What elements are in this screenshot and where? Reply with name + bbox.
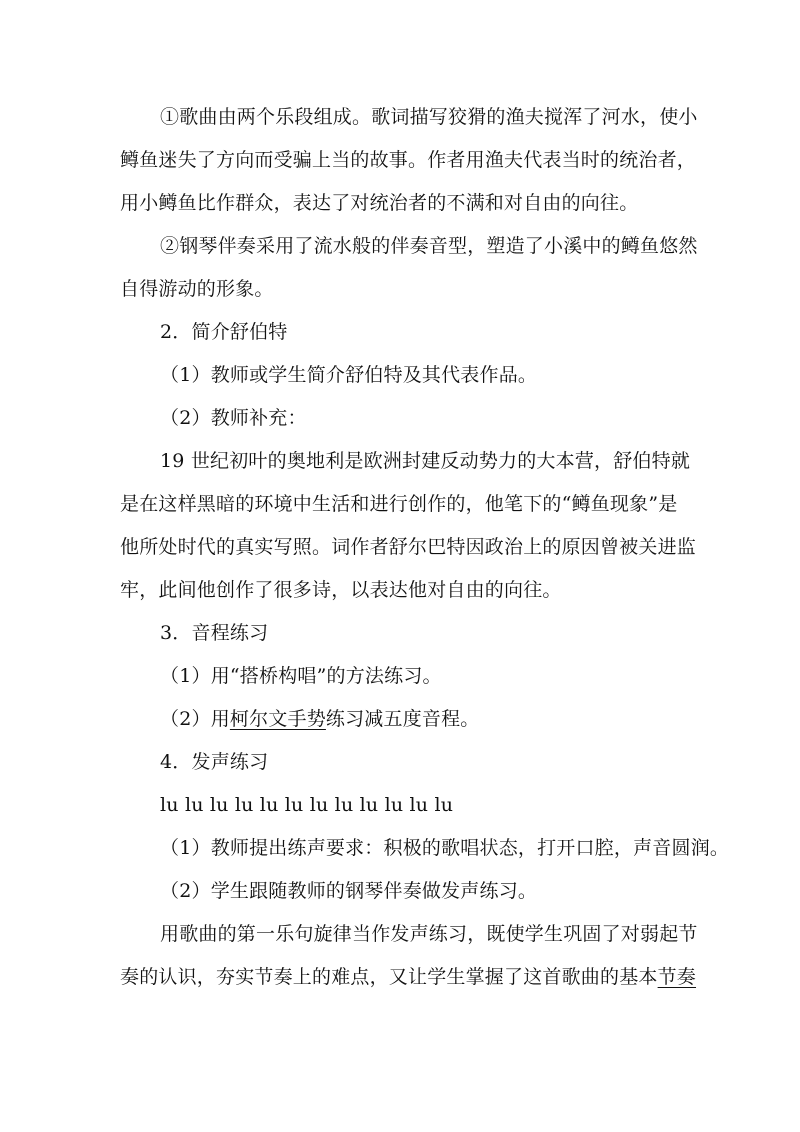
text-run: 奏的认识，夯实节奏上的难点，又让学生掌握了这首歌曲的基本 <box>120 966 658 988</box>
section-heading: 3．音程练习 <box>160 622 269 644</box>
text-run: （2）用 <box>160 708 230 730</box>
section-heading: 2．简介舒伯特 <box>160 321 288 343</box>
paragraph-line: 用小鳟鱼比作群众，表达了对统治者的不满和对自由的向往。 <box>120 192 639 214</box>
paragraph-line: 用歌曲的第一乐句旋律当作发声练习，既使学生巩固了对弱起节 <box>160 923 698 945</box>
vocal-syllables: lu lu lu lu lu lu lu lu lu lu lu lu <box>160 794 454 816</box>
section-heading: 4．发声练习 <box>160 751 269 773</box>
paragraph-line: 自得游动的形象。 <box>120 278 274 300</box>
list-item <box>160 706 480 732</box>
paragraph-line: 牢，此间他创作了很多诗，以表达他对自由的向往。 <box>120 579 562 601</box>
paragraph-line: ②钢琴伴奏采用了流水般的伴奏音型，塑造了小溪中的鳟鱼悠然 <box>160 235 698 257</box>
paragraph-line: 19 世纪初叶的奥地利是欧洲封建反动势力的大本营，舒伯特就 <box>160 450 691 472</box>
paragraph-line: 鳟鱼迷失了方向而受骗上当的故事。作者用渔夫代表当时的统治者， <box>120 149 697 171</box>
underlined-term-link[interactable]: 柯尔文手势 <box>229 708 326 730</box>
list-item: （1）用“搭桥构唱”的方法练习。 <box>160 665 442 687</box>
paragraph-line: 他所处时代的真实写照。词作者舒尔巴特因政治上的原因曾被关进监 <box>120 536 697 558</box>
paragraph-line: 是在这样黑暗的环境中生活和进行创作的，他笔下的“鳟鱼现象”是 <box>120 493 678 515</box>
underlined-term-link[interactable]: 节奏 <box>657 966 697 988</box>
list-item: （2）教师补充： <box>160 407 307 429</box>
text-run: 练习减五度音程。 <box>325 708 480 730</box>
paragraph-line <box>120 964 696 990</box>
list-item: （1）教师或学生简介舒伯特及其代表作品。 <box>160 364 538 386</box>
list-item: （1）教师提出练声要求：积极的歌唱状态，打开口腔，声音圆润。 <box>160 837 730 859</box>
list-item: （2）学生跟随教师的钢琴伴奏做发声练习。 <box>160 880 538 902</box>
paragraph-line: ①歌曲由两个乐段组成。歌词描写狡猾的渔夫搅浑了河水，使小 <box>160 106 698 128</box>
